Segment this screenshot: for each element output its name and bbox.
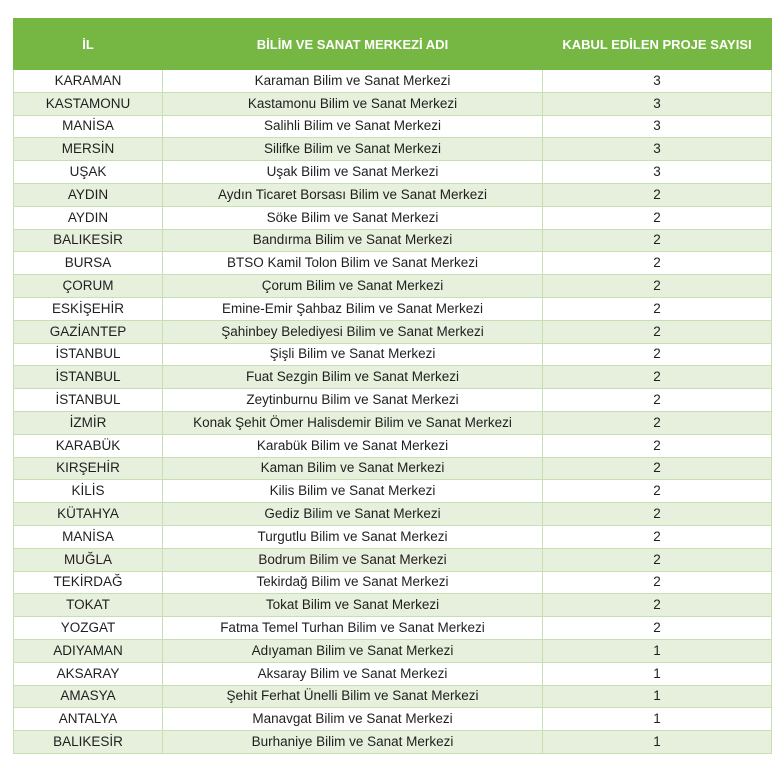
table-row <box>14 525 772 548</box>
cell-merkez-adi: Kaman Bilim ve Sanat Merkezi <box>163 457 543 480</box>
table-row <box>14 571 772 594</box>
cell-proje-sayisi: 2 <box>543 571 772 594</box>
table-row <box>14 617 772 640</box>
table-row <box>14 503 772 526</box>
cell-proje-sayisi: 2 <box>543 525 772 548</box>
cell-merkez-adi: BTSO Kamil Tolon Bilim ve Sanat Merkezi <box>163 252 543 275</box>
cell-merkez-adi: Kastamonu Bilim ve Sanat Merkezi <box>163 92 543 115</box>
table-row <box>14 708 772 731</box>
cell-proje-sayisi: 2 <box>543 503 772 526</box>
header-il: İL <box>14 19 163 70</box>
cell-il: İSTANBUL <box>14 389 163 412</box>
header-row <box>14 19 772 70</box>
cell-proje-sayisi: 2 <box>543 480 772 503</box>
cell-merkez-adi: Fatma Temel Turhan Bilim ve Sanat Merkezi <box>163 617 543 640</box>
cell-merkez-adi: Karaman Bilim ve Sanat Merkezi <box>163 70 543 93</box>
table-row <box>14 731 772 754</box>
cell-proje-sayisi: 1 <box>543 662 772 685</box>
cell-il: AMASYA <box>14 685 163 708</box>
cell-il: KARAMAN <box>14 70 163 93</box>
table-row <box>14 548 772 571</box>
header-merkez-adi: BİLİM VE SANAT MERKEZİ ADI <box>163 19 543 70</box>
cell-merkez-adi: Uşak Bilim ve Sanat Merkezi <box>163 161 543 184</box>
cell-il: TEKİRDAĞ <box>14 571 163 594</box>
cell-il: ANTALYA <box>14 708 163 731</box>
cell-merkez-adi: Söke Bilim ve Sanat Merkezi <box>163 206 543 229</box>
cell-proje-sayisi: 3 <box>543 70 772 93</box>
cell-proje-sayisi: 2 <box>543 389 772 412</box>
table-row <box>14 297 772 320</box>
cell-proje-sayisi: 2 <box>543 366 772 389</box>
cell-il: BALIKESİR <box>14 229 163 252</box>
cell-merkez-adi: Turgutlu Bilim ve Sanat Merkezi <box>163 525 543 548</box>
cell-proje-sayisi: 2 <box>543 183 772 206</box>
cell-proje-sayisi: 2 <box>543 457 772 480</box>
cell-merkez-adi: Şahinbey Belediyesi Bilim ve Sanat Merkezi <box>163 320 543 343</box>
cell-il: YOZGAT <box>14 617 163 640</box>
cell-merkez-adi: Gediz Bilim ve Sanat Merkezi <box>163 503 543 526</box>
table-row <box>14 434 772 457</box>
table-row <box>14 138 772 161</box>
cell-il: BALIKESİR <box>14 731 163 754</box>
cell-il: MANİSA <box>14 525 163 548</box>
cell-il: BURSA <box>14 252 163 275</box>
cell-proje-sayisi: 2 <box>543 275 772 298</box>
cell-proje-sayisi: 2 <box>543 617 772 640</box>
cell-merkez-adi: Şehit Ferhat Ünelli Bilim ve Sanat Merkezi <box>163 685 543 708</box>
cell-il: KARABÜK <box>14 434 163 457</box>
accepted-projects-table <box>13 18 772 754</box>
table-row <box>14 252 772 275</box>
table-row <box>14 411 772 434</box>
cell-il: MANİSA <box>14 115 163 138</box>
cell-proje-sayisi: 3 <box>543 138 772 161</box>
cell-il: KASTAMONU <box>14 92 163 115</box>
cell-merkez-adi: Bodrum Bilim ve Sanat Merkezi <box>163 548 543 571</box>
cell-proje-sayisi: 1 <box>543 731 772 754</box>
table-row <box>14 594 772 617</box>
header-proje-sayisi: KABUL EDİLEN PROJE SAYISI <box>543 19 772 70</box>
table-row <box>14 183 772 206</box>
table-row <box>14 685 772 708</box>
cell-proje-sayisi: 2 <box>543 434 772 457</box>
cell-il: MUĞLA <box>14 548 163 571</box>
cell-il: ÇORUM <box>14 275 163 298</box>
table-row <box>14 70 772 93</box>
cell-il: ADIYAMAN <box>14 639 163 662</box>
cell-il: ESKİŞEHİR <box>14 297 163 320</box>
cell-proje-sayisi: 2 <box>543 252 772 275</box>
table-row <box>14 343 772 366</box>
cell-merkez-adi: Çorum Bilim ve Sanat Merkezi <box>163 275 543 298</box>
cell-il: KIRŞEHİR <box>14 457 163 480</box>
cell-merkez-adi: Konak Şehit Ömer Halisdemir Bilim ve Sanat Merkezi <box>163 411 543 434</box>
project-table-container <box>13 18 771 754</box>
cell-il: UŞAK <box>14 161 163 184</box>
table-row <box>14 639 772 662</box>
cell-il: MERSİN <box>14 138 163 161</box>
cell-proje-sayisi: 2 <box>543 229 772 252</box>
table-row <box>14 457 772 480</box>
table-row <box>14 229 772 252</box>
cell-il: KİLİS <box>14 480 163 503</box>
cell-merkez-adi: Tokat Bilim ve Sanat Merkezi <box>163 594 543 617</box>
cell-merkez-adi: Burhaniye Bilim ve Sanat Merkezi <box>163 731 543 754</box>
cell-merkez-adi: Kilis Bilim ve Sanat Merkezi <box>163 480 543 503</box>
cell-merkez-adi: Adıyaman Bilim ve Sanat Merkezi <box>163 639 543 662</box>
cell-merkez-adi: Aksaray Bilim ve Sanat Merkezi <box>163 662 543 685</box>
cell-proje-sayisi: 2 <box>543 548 772 571</box>
table-row <box>14 366 772 389</box>
cell-proje-sayisi: 2 <box>543 343 772 366</box>
cell-merkez-adi: Manavgat Bilim ve Sanat Merkezi <box>163 708 543 731</box>
cell-merkez-adi: Bandırma Bilim ve Sanat Merkezi <box>163 229 543 252</box>
cell-merkez-adi: Salihli Bilim ve Sanat Merkezi <box>163 115 543 138</box>
cell-proje-sayisi: 2 <box>543 320 772 343</box>
cell-proje-sayisi: 3 <box>543 115 772 138</box>
table-row <box>14 320 772 343</box>
cell-proje-sayisi: 1 <box>543 685 772 708</box>
table-row <box>14 662 772 685</box>
table-header <box>14 19 772 70</box>
cell-proje-sayisi: 2 <box>543 297 772 320</box>
cell-proje-sayisi: 2 <box>543 411 772 434</box>
cell-merkez-adi: Karabük Bilim ve Sanat Merkezi <box>163 434 543 457</box>
table-body <box>14 70 772 754</box>
cell-il: İZMİR <box>14 411 163 434</box>
cell-merkez-adi: Aydın Ticaret Borsası Bilim ve Sanat Merkezi <box>163 183 543 206</box>
cell-proje-sayisi: 2 <box>543 206 772 229</box>
cell-il: AYDIN <box>14 183 163 206</box>
cell-il: İSTANBUL <box>14 343 163 366</box>
cell-merkez-adi: Şişli Bilim ve Sanat Merkezi <box>163 343 543 366</box>
cell-proje-sayisi: 1 <box>543 639 772 662</box>
cell-il: GAZİANTEP <box>14 320 163 343</box>
cell-proje-sayisi: 3 <box>543 92 772 115</box>
cell-merkez-adi: Fuat Sezgin Bilim ve Sanat Merkezi <box>163 366 543 389</box>
cell-merkez-adi: Emine-Emir Şahbaz Bilim ve Sanat Merkezi <box>163 297 543 320</box>
cell-proje-sayisi: 2 <box>543 594 772 617</box>
table-row <box>14 115 772 138</box>
cell-proje-sayisi: 1 <box>543 708 772 731</box>
table-row <box>14 206 772 229</box>
table-row <box>14 389 772 412</box>
table-row <box>14 161 772 184</box>
cell-il: AYDIN <box>14 206 163 229</box>
cell-merkez-adi: Silifke Bilim ve Sanat Merkezi <box>163 138 543 161</box>
table-row <box>14 92 772 115</box>
table-row <box>14 480 772 503</box>
cell-merkez-adi: Tekirdağ Bilim ve Sanat Merkezi <box>163 571 543 594</box>
cell-il: AKSARAY <box>14 662 163 685</box>
cell-proje-sayisi: 3 <box>543 161 772 184</box>
cell-il: KÜTAHYA <box>14 503 163 526</box>
cell-merkez-adi: Zeytinburnu Bilim ve Sanat Merkezi <box>163 389 543 412</box>
table-row <box>14 275 772 298</box>
cell-il: İSTANBUL <box>14 366 163 389</box>
cell-il: TOKAT <box>14 594 163 617</box>
